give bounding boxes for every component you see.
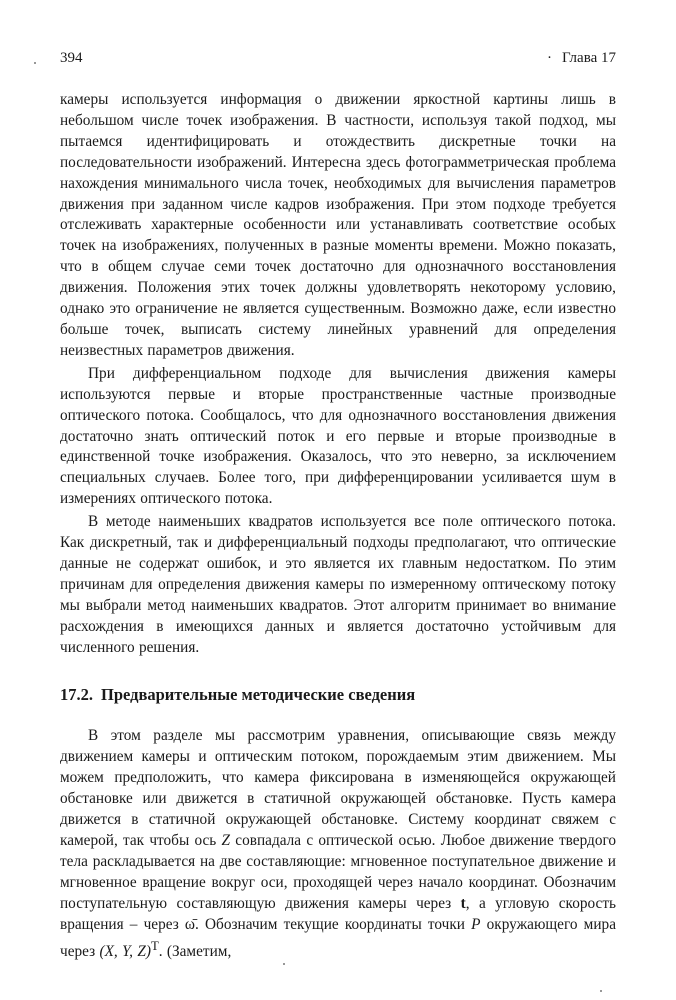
axis-z-symbol: Z xyxy=(221,832,231,849)
chapter-title: Глава 17 xyxy=(562,50,616,66)
scan-speck xyxy=(34,62,36,64)
omega-symbol: ω̄ xyxy=(184,915,195,933)
point-p-symbol: P xyxy=(471,915,481,933)
section-heading xyxy=(60,684,616,706)
body-text xyxy=(60,90,616,963)
text-run: совпадала с оптической осью. Любое движение твердого тела раскладывается на две составляющие: мгновенное поступательное движение и мгновенное вращение вокруг оси, проходящей через начало координат. Обозначим поступательную составляющую движения камеры через xyxy=(60,832,617,912)
text-run: . Обозначим текущие координаты точки xyxy=(195,915,472,933)
scan-speck xyxy=(283,963,285,965)
paragraph-1: камеры используется информация о движении яркостной картины лишь в небольшом числе точек изображения. В частности, используя такой подход, мы пытаемся идентифицировать и отождествить дискретные точки на последовательности изображений. Интересна здесь фотограмметрическая проблема нахождения минимального числа точек, необходимых для вычисления параметров движения при заданном числе кадров изображения. При этом подходе требуется отслеживать характерные особенности или устанавливать соответствие особых точек на изображениях, полученных в разные моменты времени. Можно показать, что в общем случае семи точек достаточно для однозначного восстановления движения. Положения этих точек должны удовлетворять некоторому условию, однако это ограничение не является существенным. Возможно даже, если известно больше точек, выписать систему линейных уравнений для определения неизвестных параметров движения. xyxy=(60,91,616,359)
coordinates-symbol: (X, Y, Z) xyxy=(99,942,151,960)
header-separator: · xyxy=(547,50,553,66)
running-header xyxy=(60,50,616,70)
section-number: 17.2. xyxy=(60,685,93,705)
paragraph-3: В методе наименьших квадратов используется все поле оптического потока. Как дискретный, так и дифференциальный подходы предполагают, что оптические данные не содержат ошибок, и это является их главным недостатком. По этим причинам для определения движения камеры по измеренному оптическому потоку мы выбрали метод наименьших квадратов. Этот алгоритм принимает во внимание расхождения в имеющихся данных и является достаточно устойчивым для численного решения. xyxy=(60,513,616,656)
text-run: окружающего мира через xyxy=(60,915,616,960)
paragraph-4 xyxy=(60,726,616,962)
translation-vector-symbol: t xyxy=(460,894,466,912)
paragraph-2: При дифференциальном подходе для вычисления движения камеры используются первые и вторые пространственные частные производные оптического потока. Сообщалось, что для однозначного восстановления движения достаточно знать оптический поток и его первые и вторые производные в единственной точке изображения. Оказалось, что это неверно, за исключением специальных случаев. Более того, при дифференцировании усиливается шум в измерениях оптического потока. xyxy=(60,364,616,508)
text-run: , а угловую скорость вращения – через xyxy=(60,894,616,933)
chapter-label xyxy=(547,50,616,67)
text-run: В этом разделе мы рассмотрим уравнения, описывающие связь между движением камеры и оптическим потоком, порождаемым этим движением. Мы можем предположить, что камера фиксирована в изменяющейся окружающей обстановке или движется в статичной окружающей обстановке. Пусть камера движется в статичной окружающей обстановке. Систему координат свяжем с камерой, так чтобы ось xyxy=(60,727,616,849)
page-number: 394 xyxy=(60,50,83,66)
section-title: Предварительные методические сведения xyxy=(101,685,416,705)
transpose-superscript: T xyxy=(150,938,159,953)
text-run: . (Заметим, xyxy=(158,942,232,960)
scan-speck xyxy=(600,990,602,992)
